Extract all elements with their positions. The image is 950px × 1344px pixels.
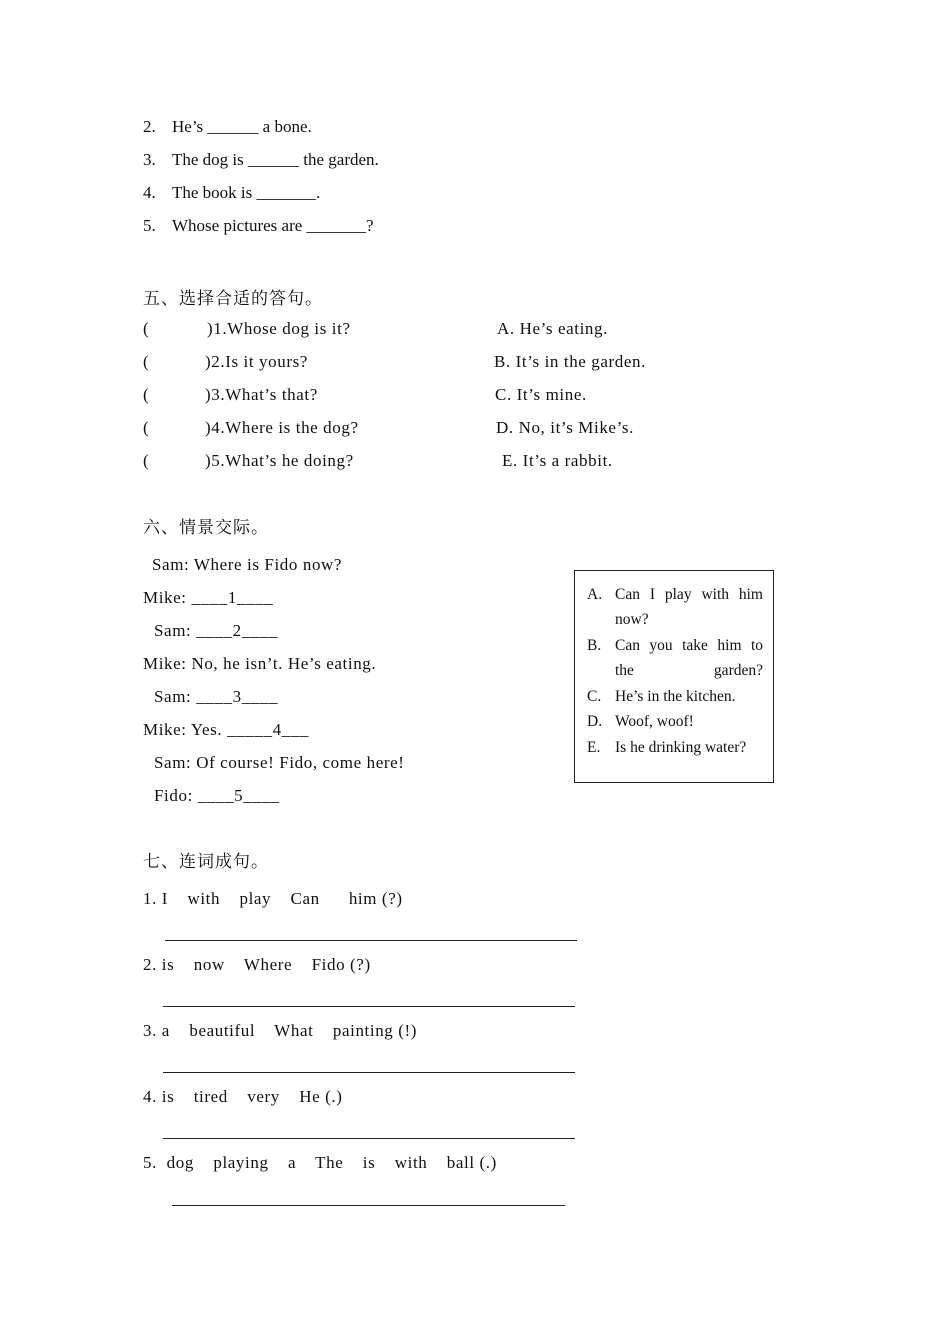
answer-option: C. It’s mine.	[495, 385, 587, 404]
option-text: Woof, woof!	[615, 713, 694, 730]
fill-item-text: The dog is ______ the garden.	[172, 150, 379, 169]
option-text: Can you take him to the garden?	[615, 637, 763, 679]
section-7-title: 七、连词成句。	[143, 852, 269, 872]
option-letter: E.	[587, 739, 601, 756]
option-text: Is he drinking water?	[615, 739, 747, 756]
word-order-item: 3. a beautiful What painting (!)	[143, 1021, 418, 1040]
fill-item-number: 2.	[143, 117, 156, 136]
answer-line	[163, 1072, 575, 1073]
question-text: )1.Whose dog is it?	[207, 319, 351, 338]
word-order-item: 2. is now Where Fido (?)	[143, 955, 371, 974]
options-box	[574, 570, 774, 783]
answer-line	[172, 1205, 565, 1206]
answer-option: D. No, it’s Mike’s.	[496, 418, 634, 437]
option-letter: A.	[587, 586, 603, 603]
option-letter: C.	[587, 688, 602, 705]
fill-item-number: 3.	[143, 150, 156, 169]
question-text: )4.Where is the dog?	[205, 418, 359, 437]
word-order-item: 4. is tired very He (.)	[143, 1087, 343, 1106]
answer-paren: (	[143, 385, 150, 404]
answer-paren: (	[143, 319, 150, 338]
dialogue-line: Sam: ____3____	[154, 687, 279, 706]
answer-paren: (	[143, 352, 150, 371]
question-text: )2.Is it yours?	[205, 352, 308, 371]
fill-item-number: 4.	[143, 183, 156, 202]
answer-line	[165, 940, 577, 941]
dialogue-line: Mike: Yes. _____4___	[143, 720, 309, 739]
fill-item-number: 5.	[143, 216, 156, 235]
option-letter: D.	[587, 713, 603, 730]
word-order-item: 5. dog playing a The is with ball (.)	[143, 1153, 497, 1172]
answer-option: A. He’s eating.	[497, 319, 608, 338]
dialogue-line: Mike: ____1____	[143, 588, 274, 607]
fill-item-text: The book is _______.	[172, 183, 321, 202]
section-6-title: 六、情景交际。	[143, 518, 269, 538]
option-text: Can I play with him now?	[615, 586, 763, 628]
dialogue-line: Sam: Of course! Fido, come here!	[154, 753, 405, 772]
answer-option: B. It’s in the garden.	[494, 352, 647, 371]
option-letter: B.	[587, 637, 602, 654]
answer-line	[163, 1138, 575, 1139]
dialogue-line: Sam: ____2____	[154, 621, 279, 640]
option-text: He’s in the kitchen.	[615, 688, 736, 705]
answer-paren: (	[143, 451, 150, 470]
answer-line	[163, 1006, 575, 1007]
fill-item-text: He’s ______ a bone.	[172, 117, 312, 136]
question-text: )3.What’s that?	[205, 385, 318, 404]
word-order-item: 1. I with play Can him (?)	[143, 889, 403, 908]
question-text: )5.What’s he doing?	[205, 451, 354, 470]
answer-paren: (	[143, 418, 150, 437]
answer-option: E. It’s a rabbit.	[502, 451, 613, 470]
dialogue-line: Sam: Where is Fido now?	[152, 555, 343, 574]
fill-item-text: Whose pictures are _______?	[172, 216, 374, 235]
section-5-title: 五、选择合适的答句。	[143, 289, 323, 309]
dialogue-line: Mike: No, he isn’t. He’s eating.	[143, 654, 377, 673]
dialogue-line: Fido: ____5____	[154, 786, 280, 805]
